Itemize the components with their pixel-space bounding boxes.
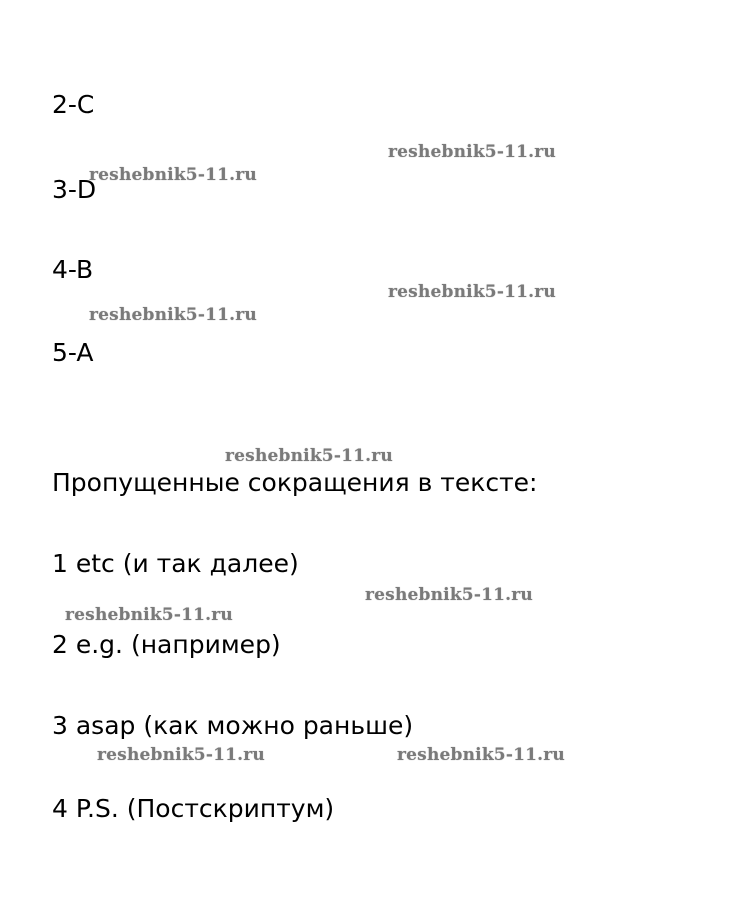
- abbreviation-line-2: 2 e.g. (например): [52, 630, 281, 659]
- watermark-2: reshebnik5-11.ru: [89, 165, 257, 185]
- answer-line-4: 4-B: [52, 255, 94, 284]
- watermark-8: reshebnik5-11.ru: [97, 745, 265, 765]
- abbreviation-line-3: 3 asap (как можно раньше): [52, 711, 414, 740]
- watermark-3: reshebnik5-11.ru: [388, 282, 556, 302]
- watermark-4: reshebnik5-11.ru: [89, 305, 257, 325]
- watermark-1: reshebnik5-11.ru: [388, 142, 556, 162]
- watermark-7: reshebnik5-11.ru: [65, 605, 233, 625]
- answer-line-5: 5-A: [52, 338, 94, 367]
- watermark-9: reshebnik5-11.ru: [397, 745, 565, 765]
- answer-line-3: 3-D: [52, 175, 97, 204]
- section-heading: Пропущенные сокращения в тексте:: [52, 468, 538, 497]
- watermark-5: reshebnik5-11.ru: [225, 446, 393, 466]
- abbreviation-line-1: 1 etc (и так далее): [52, 549, 299, 578]
- answer-line-2: 2-C: [52, 90, 95, 119]
- watermark-6: reshebnik5-11.ru: [365, 585, 533, 605]
- abbreviation-line-4: 4 P.S. (Постскриптум): [52, 794, 335, 823]
